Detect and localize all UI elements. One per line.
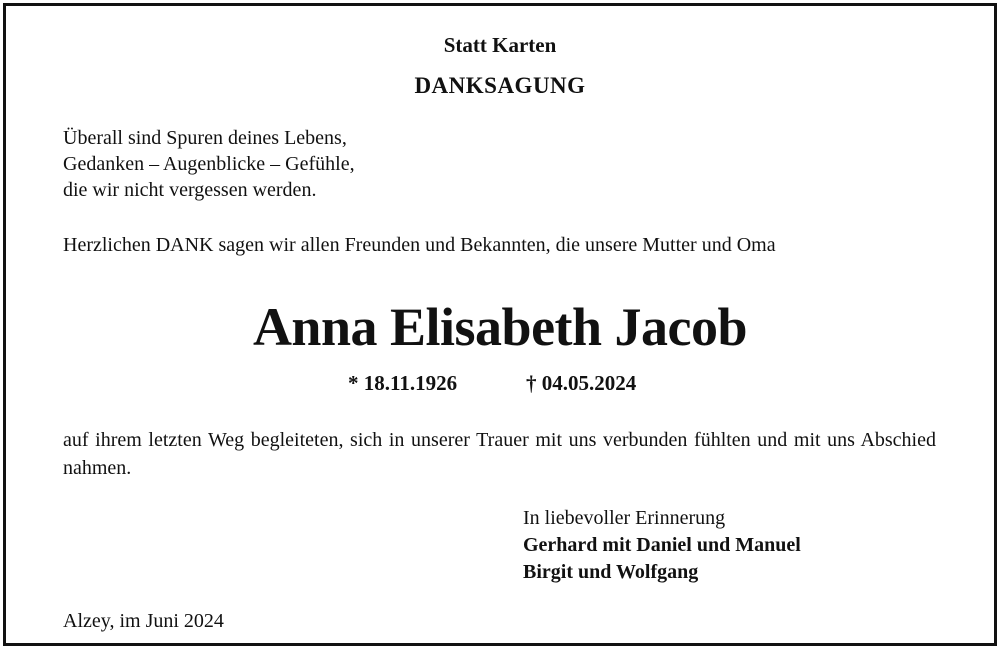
poem-line: Gedanken – Augenblicke – Gefühle,	[63, 153, 355, 175]
signers-line: Birgit und Wolfgang	[523, 561, 699, 583]
danksagung-title: DANKSAGUNG	[414, 73, 586, 98]
poem-line: die wir nicht vergessen werden.	[63, 179, 317, 201]
poem	[63, 125, 355, 203]
deceased-name: Anna Elisabeth Jacob	[252, 297, 748, 357]
signers-line: Gerhard mit Daniel und Manuel	[523, 534, 801, 556]
obituary-card	[3, 3, 997, 646]
thanks-line: Herzlichen DANK sagen wir allen Freunden und Bekannten, die unsere Mutter und Oma	[63, 234, 776, 256]
place-date: Alzey, im Juni 2024	[63, 610, 224, 632]
statt-karten-label: Statt Karten	[443, 33, 557, 57]
birth-date: * 18.11.1926	[348, 371, 458, 395]
thanks-paragraph: auf ihrem letzten Weg begleiteten, sich in unserer Trauer mit uns verbunden fühlten und mit uns Abschied nahmen.	[63, 429, 936, 479]
death-date: † 04.05.2024	[526, 371, 637, 395]
signers-block	[523, 505, 801, 586]
signers-intro: In liebevoller Erinnerung	[523, 507, 726, 529]
poem-line: Überall sind Spuren deines Lebens,	[63, 127, 347, 149]
